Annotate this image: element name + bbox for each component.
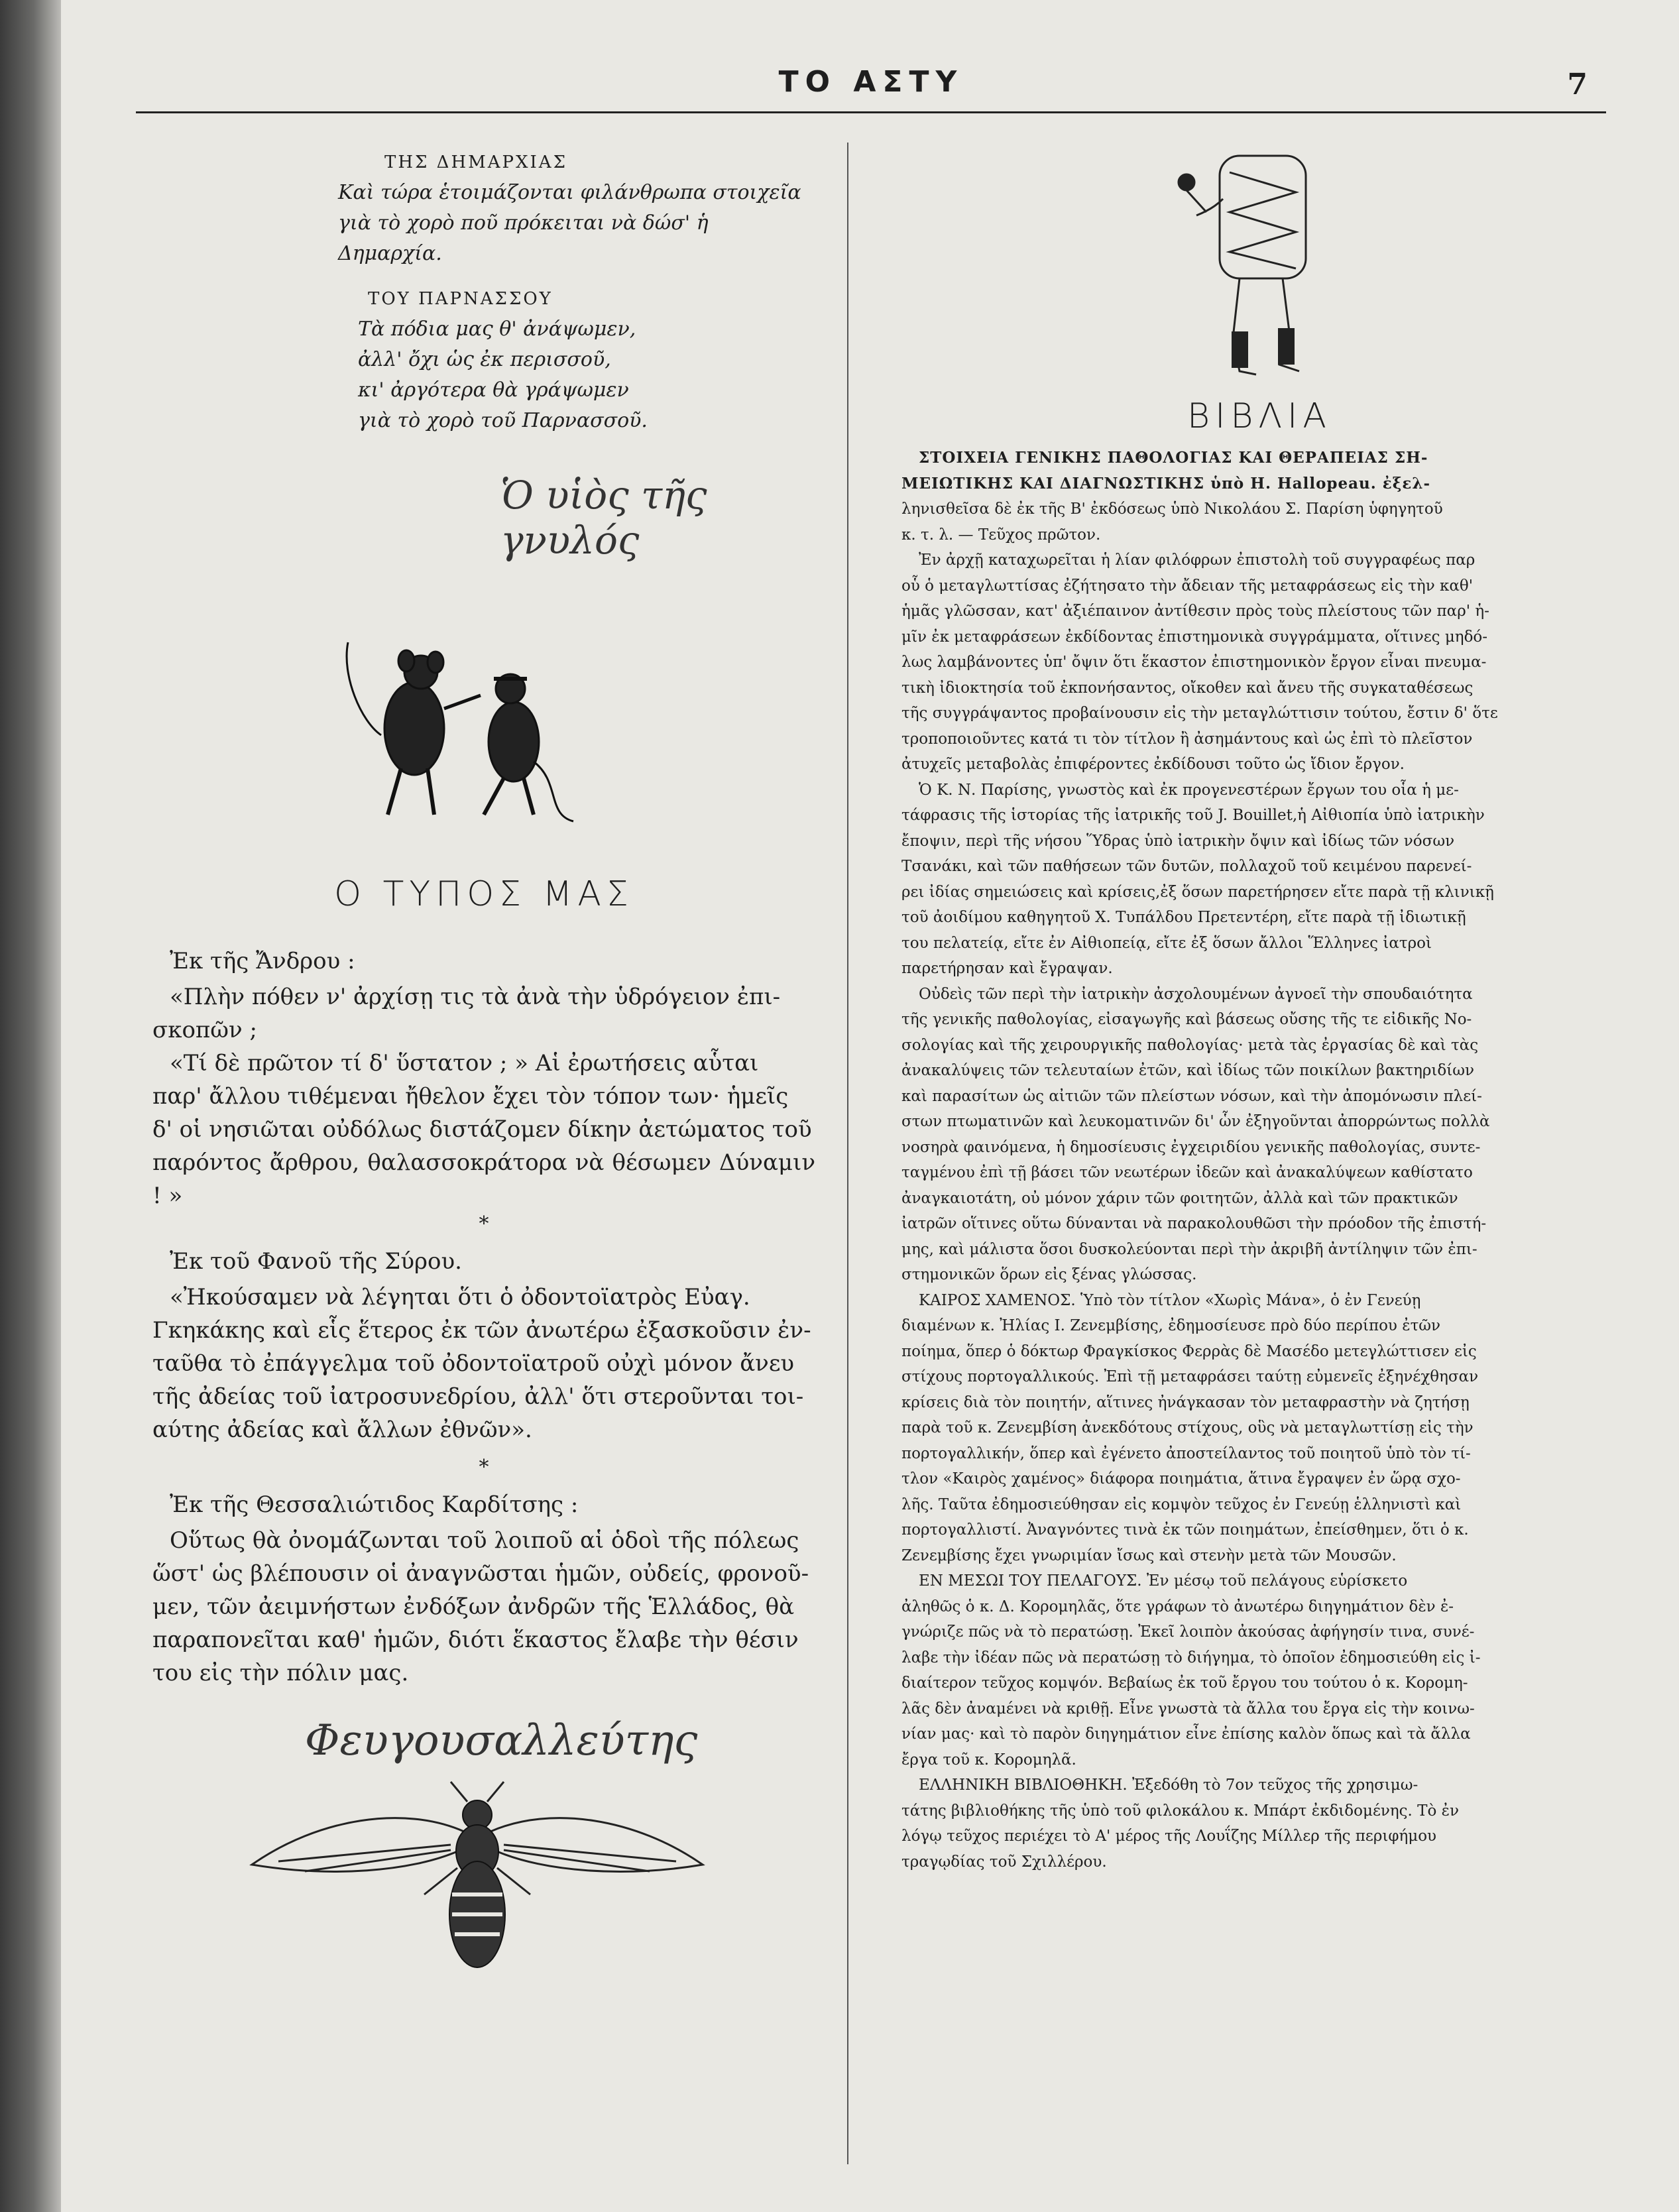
text-line: διαίτερον τεῦχος κομψόν. Βεβαίως ἐκ τοῦ ἔργου του τούτου ὁ κ. Κορομη- xyxy=(901,1674,1468,1692)
text-line: ὥστ' ὡς βλέπουσιν οἱ ἀναγνῶσται ἡμῶν, οὐδείς, φρονοῦ- xyxy=(152,1560,809,1587)
text-line: Οὕτως θὰ ὀνομάζωνται τοῦ λοιποῦ αἱ ὁδοὶ τῆς πόλεως xyxy=(170,1527,799,1554)
press-excerpt-fanos xyxy=(152,1245,815,1446)
text-line: τάτης βιβλιοθήκης τῆς ὑπὸ τοῦ φιλοκάλου κ. Μπάρτ ἐκδιδομένης. Τὸ ἐν xyxy=(901,1802,1459,1820)
verse-line: Τὰ πόδια μας θ' ἀνάψωμεν, xyxy=(358,318,636,341)
text-line: δ' οἱ νησιῶται οὐδόλως διστάζομεν δίκην ἀετώματος τοῦ xyxy=(152,1116,812,1143)
verse-line: Καὶ τώρα ἑτοιμάζονται φιλάνθρωπα στοιχεῖα xyxy=(338,181,801,204)
text-line: παραπονεῖται καθ' ἡμῶν, διότι ἕκαστος ἔλαβε τὴν θέσιν xyxy=(152,1627,799,1653)
text-line: του πελατείᾳ, εἴτε ἐν Αἰθιοπείᾳ, εἴτε ἐξ ὅσων ἄλλοι Ἕλληνες ἰατροὶ xyxy=(901,934,1432,952)
text-line: ἀναγκαιοτάτη, οὐ μόνον χάριν τῶν φοιτητῶν, ἀλλὰ καὶ τῶν πρακτικῶν xyxy=(901,1189,1458,1207)
text-line: αύτης ἀδείας καὶ ἄλλων ἐθνῶν». xyxy=(152,1417,532,1443)
text-line: Ζενεμβίσης ἔχει γνωριμίαν ἴσως καὶ στενὴν μετὰ τῶν Μουσῶν. xyxy=(901,1546,1397,1564)
text-line: στίχους πορτογαλλικούς. Ἐπὶ τῇ μεταφράσει ταύτῃ εὐμενεῖς ἐξηνέχθησαν xyxy=(901,1368,1479,1385)
text-line: ΕΝ ΜΕΣΩΙ ΤΟΥ ΠΕΛΑΓΟΥΣ. Ἐν μέσῳ τοῦ πελάγους εὑρίσκετο xyxy=(919,1572,1408,1590)
text-line: τλον «Καιρὸς χαμένος» διάφορα ποιημάτια, ἅτινα ἔγραψεν ἐν ὥρᾳ σχο- xyxy=(901,1470,1461,1487)
book-reviews xyxy=(901,445,1631,1875)
verse-title: ΤΗΣ ΔΗΜΑΡΧΙΑΣ xyxy=(384,152,567,172)
page-header xyxy=(136,61,1606,107)
text-line: πορτογαλλιστί. Ἀναγνόντες τινὰ ἐκ τῶν ποιημάτων, ἐπείσθημεν, ὅτι ὁ κ. xyxy=(901,1521,1469,1539)
separator-star: * xyxy=(479,1456,489,1479)
verse-line: ἀλλ' ὄχι ὡς ἐκ περισσοῦ, xyxy=(358,348,611,371)
text-line: λόγῳ τεῦχος περιέχει τὸ Α' μέρος τῆς Λουΐζης Μίλλερ τῆς περιφήμου xyxy=(901,1828,1437,1845)
text-line: τῆς γενικῆς παθολογίας, εἰσαγωγῆς καὶ βάσεως οὔσης τῆς τε εἰδικῆς Νο- xyxy=(901,1011,1472,1028)
text-line: λως λαμβάνοντες ὑπ' ὄψιν ὅτι ἕκαστον ἐπιστημονικὸν ἔργον εἶναι πνευμα- xyxy=(901,654,1487,671)
verse-dimarchia xyxy=(338,152,815,269)
text-line: κρίσεις διὰ τὸν ποιητήν, αἵτινες ἠνάγκασαν τὸν μεταφραστὴν νὰ ζητήσῃ xyxy=(901,1393,1470,1411)
text-line: τοῦ ἀοιδίμου καθηγητοῦ Χ. Τυπάλδου Πρετεντέρη, εἴτε παρὰ τῇ ἰδιωτικῇ xyxy=(901,909,1466,926)
section-title-vivlia: ΒΙΒΛΙΑ xyxy=(1187,396,1332,436)
excerpt-source: Ἐκ τοῦ Φανοῦ τῆς Σύρου. xyxy=(170,1248,462,1275)
text-line: «Πλὴν πόθεν ν' ἀρχίσῃ τις τὰ ἀνὰ τὴν ὑδρόγειον ἐπι- xyxy=(170,984,781,1010)
text-line: λῆς. Ταῦτα ἐδημοσιεύθησαν εἰς κομψὸν τεῦχος ἐν Γενεύῃ ἑλληνιστὶ καὶ xyxy=(901,1495,1462,1513)
text-line xyxy=(901,445,1631,471)
text-line: μῖν ἐκ μεταφράσεων ἐκδίδοντας ἐπιστημονικὰ συγγράμματα, οἵτινες μηδό- xyxy=(901,628,1488,646)
text-line: μεν, τῶν ἀειμνήστων ἐνδόξων ἀνδρῶν τῆς Ἑλλάδος, θὰ xyxy=(152,1594,795,1620)
text-line: τικὴ ἰδιοκτησία τοῦ ἐκπονήσαντος, οἴκοθεν καὶ ἄνευ τῆς συγκαταθέσεως xyxy=(901,679,1474,697)
text-line: τραγῳδίας τοῦ Σχιλλέρου. xyxy=(901,1853,1107,1871)
text-line: ἀτυχεῖς μεταβολὰς ἐπιφέροντες ἐκδίδουσι τοῦτο ὡς ἴδιον ἔργον. xyxy=(901,756,1405,773)
text-line: ΚΑΙΡΟΣ ΧΑΜΕΝΟΣ. Ὑπὸ τὸν τίτλον «Χωρὶς Μάνα», ὁ ἐν Γενεύῃ xyxy=(919,1291,1421,1309)
mice-dancing-illustration xyxy=(321,616,815,828)
text-line: λᾶς δὲν ἀναμένει νὰ κριθῇ. Εἶνε γνωστὰ τὰ ἄλλα του ἔργα εἰς τὴν κοινω- xyxy=(901,1700,1475,1717)
text-line: διαμένων κ. Ἠλίας Ι. Ζενεμβίσης, ἐδημοσίευσε πρὸ δύο περίπου ἐτῶν xyxy=(901,1317,1441,1334)
text-line: ρει ἰδίας σημειώσεις καὶ κρίσεις,ἐξ ὅσων παρετήρησεν εἴτε παρὰ τῇ κλινικῇ xyxy=(901,883,1494,901)
text-line: «Τί δὲ πρῶτον τί δ' ὕστατον ; » Αἱ ἐρωτήσεις αὗται xyxy=(170,1050,759,1077)
text-line: ἔποψιν, περὶ τῆς νήσου Ὕδρας ὑπὸ ἰατρικὴν ὄψιν καὶ ἰδίως τῶν νόσων xyxy=(901,832,1455,850)
bee-illustration xyxy=(239,1778,815,1977)
page-binding-edge xyxy=(0,0,61,2212)
text-line: ταῦθα τὸ ἐπάγγελμα τοῦ ὀδοντοϊατροῦ οὐχὶ μόνον ἄνευ xyxy=(152,1350,795,1377)
verse-line: γιὰ τὸ χορὸ τοῦ Παρνασσοῦ. xyxy=(358,409,648,432)
text-line: του εἰς τὴν πόλιν μας. xyxy=(152,1660,409,1686)
text-line: παρὰ τοῦ κ. Ζενεμβίση ἀνεκδότους στίχους, οὓς νὰ μεταγλωττίσῃ εἰς τὴν xyxy=(901,1419,1474,1436)
text-line: Τσανάκι, καὶ τῶν παθήσεων τῶν δυτῶν, πολλαχοῦ τοῦ κειμένου παρενεί- xyxy=(901,858,1472,875)
text-line: στων πτωματινῶν καὶ λευκοματινῶν δι' ὧν ἐξηγοῦνται ἀπορρώντως πολλὰ xyxy=(901,1113,1490,1130)
review-kairos-chamenos xyxy=(901,1288,1631,1569)
excerpt-source: Ἐκ τῆς Ἄνδρου : xyxy=(170,948,355,974)
press-excerpt-andros xyxy=(152,945,815,1212)
text-line: τῆς συγγράψαντος προβαίνουσιν εἰς τὴν μεταγλώττισιν τούτου, ἔστιν δ' ὅτε xyxy=(901,705,1498,722)
text-line: στημονικῶν ὅρων εἰς ξένας γλώσσας. xyxy=(901,1266,1197,1283)
text-line: Ὁ Κ. Ν. Παρίσης, γνωστὸς καὶ ἐκ προγενεστέρων ἔργων του οἷα ἡ με- xyxy=(919,781,1459,799)
excerpt-source: Ἐκ τῆς Θεσσαλιώτιδος Καρδίτσης : xyxy=(170,1491,579,1518)
drum-figure-illustration xyxy=(1167,146,1631,391)
verse-line: γιὰ τὸ χορὸ ποῦ πρόκειται νὰ δώσ' ἡ Δημαρχία. xyxy=(338,211,709,265)
right-column xyxy=(901,146,1631,1875)
review-paragraph-3 xyxy=(901,982,1631,1288)
page-number: 7 xyxy=(1567,68,1588,101)
column-divider xyxy=(847,143,848,2164)
text-line: ἰατρῶν οἵτινες οὕτω δύνανται νὰ παρακολουθῶσι τὴν πρόοδον τῆς ἐπιστή- xyxy=(901,1215,1487,1232)
text-line: παρ' ἄλλου τιθέμεναι ἤθελον ἔχει τὸν τόπον των· ἡμεῖς xyxy=(152,1083,789,1110)
review-paragraph-2 xyxy=(901,778,1631,982)
handwritten-signature-1: Ὁ υἱὸς τῆς γνυλός xyxy=(500,473,707,563)
text-line: τάφρασις τῆς ἱστορίας τῆς ἰατρικῆς τοῦ J. Bouillet,ἡ Αἰθιοπία ὑπὸ ἰατρικὴν xyxy=(901,807,1485,824)
review-heading: ΜΕΙΩΤΙΚΗΣ ΚΑΙ ΔΙΑΓΝΩΣΤΙΚΗΣ ὑπὸ Η. Hallopeau. ἐξελ- xyxy=(901,474,1431,493)
text-line: Γκηκάκης καὶ εἷς ἕτερος ἐκ τῶν ἀνωτέρω ἐξασκοῦσιν ἐν- xyxy=(152,1317,811,1344)
verse-title: ΤΟΥ ΠΑΡΝΑΣΣΟΥ xyxy=(368,289,553,309)
text-line: Ἐν ἀρχῇ καταχωρεῖται ἡ λίαν φιλόφρων ἐπιστολὴ τοῦ συγγραφέως παρ xyxy=(919,552,1476,569)
text-line: ἀληθῶς ὁ κ. Δ. Κορομηλᾶς, ὅτε γράφων τὸ ἀνωτέρω διηγημάτιον δὲν ἐ- xyxy=(901,1598,1454,1615)
text-line: ΕΛΛΗΝΙΚΗ ΒΙΒΛΙΟΘΗΚΗ. Ἐξεδόθη τὸ 7ον τεῦχος τῆς χρησιμω- xyxy=(919,1776,1418,1794)
verse-parnassos xyxy=(358,289,815,436)
text-line: ταγμένου ἐπὶ τῇ βάσει τῶν νεωτέρων ἰδεῶν καὶ ἀνακαλύψεων καθίστατο xyxy=(901,1164,1473,1181)
left-column xyxy=(152,152,815,1977)
review-elliniki-vivliothiki xyxy=(901,1773,1631,1875)
text-line xyxy=(901,471,1631,497)
text-line: ποίημα, ὅπερ ὁ δόκτωρ Φραγκίσκος Φερρὰς δὲ Μασέδο μετεγλώττισεν εἰς xyxy=(901,1342,1477,1360)
text-line: τροποποιοῦντες κατά τι τὸν τίτλον ἢ ἀσημάντους καὶ ὡς ἐπὶ τὸ πλεῖστον xyxy=(901,730,1473,748)
text-line: λαβε τὴν ἰδέαν πῶς νὰ περατώσῃ τὸ διήγημα, τὸ ὁποῖον ἐδημοσιεύθη εἰς ἰ- xyxy=(901,1649,1481,1666)
review-heading: ΣΤΟΙΧΕΙΑ ΓΕΝΙΚΗΣ ΠΑΘΟΛΟΓΙΑΣ ΚΑΙ ΘΕΡΑΠΕΙΑΣ ΣΗ- xyxy=(919,449,1428,467)
text-line: ληνισθεῖσα δὲ ἐκ τῆς Β' ἐκδόσεως ὑπὸ Νικολάου Σ. Παρίση ὑφηγητοῦ xyxy=(901,500,1443,518)
text-line: «Ἠκούσαμεν νὰ λέγηται ὅτι ὁ ὀδοντοϊατρὸς Εὐαγ. xyxy=(170,1284,750,1310)
review-stoicheia xyxy=(901,445,1631,548)
text-line: σολογίας καὶ τῆς χειρουργικῆς παθολογίας· μετὰ τὰς ἐργασίας δὲ καὶ τὰς xyxy=(901,1036,1479,1054)
review-en-mesoi-tou-pelagous xyxy=(901,1568,1631,1773)
text-line: ἔργα τοῦ κ. Κορομηλᾶ. xyxy=(901,1751,1076,1769)
text-line: ἀνακαλύψεις τῶν τελευταίων ἐτῶν, καὶ ἰδίως τῶν ποικίλων βακτηριδίων xyxy=(901,1062,1474,1079)
text-line: γνώριζε πῶς νὰ τὸ περατώσῃ. Ἐκεῖ λοιπὸν ἀκούσας ἀφήγησίν τινα, συνέ- xyxy=(901,1623,1475,1641)
header-rule xyxy=(136,111,1606,113)
text-line: καὶ παρασίτων ὡς αἰτιῶν τῶν πλείστων νόσων, καὶ τὴν ἀπομόνωσιν πλεί- xyxy=(901,1087,1482,1105)
text-line: οὗ ὁ μεταγλωττίσας ἐζήτησατο τὴν ἄδειαν τῆς μεταφράσεως εἰς τὴν καθ' xyxy=(901,577,1474,595)
text-line: παρετήρησαν καὶ ἔγραψαν. xyxy=(901,960,1113,977)
text-line: νοσηρὰ φαινόμενα, ἡ δημοσίευσις ἐγχειριδίου γενικῆς παθολογίας, συντε- xyxy=(901,1138,1481,1156)
handwritten-signature-2: Φευγουσαλλεύτης xyxy=(305,1716,698,1765)
text-line: ἡμᾶς γλῶσσαν, κατ' ἀξιέπαινον ἀντίθεσιν πρὸς τοὺς πλείστους τῶν παρ' ἡ- xyxy=(901,603,1489,620)
text-line: νίαν μας· καὶ τὸ παρὸν διηγημάτιον εἶνε ἐπίσης καλὸν ὅπως καὶ τὰ ἄλλα xyxy=(901,1725,1471,1743)
text-line: πορτογαλλικήν, ὅπερ καὶ ἐγένετο ἀποστείλαντος τοῦ ποιητοῦ ὑπὸ τὸν τί- xyxy=(901,1444,1471,1462)
text-line: σκοπῶν ; xyxy=(152,1017,257,1043)
text-line: Οὐδεὶς τῶν περὶ τὴν ἰατρικὴν ἀσχολουμένων ἀγνοεῖ τὴν σπουδαιότητα xyxy=(919,985,1473,1003)
review-paragraph-1 xyxy=(901,548,1631,778)
press-excerpt-thessaliotis xyxy=(152,1488,815,1690)
verse-lines xyxy=(358,314,815,436)
text-line: παρόντος ἄρθρου, θαλασσοκράτορα νὰ θέσωμεν Δύναμιν ! » xyxy=(152,1149,815,1209)
text-line: κ. τ. λ. — Τεῦχος πρῶτον. xyxy=(901,526,1101,544)
newspaper-title: ΤΟ ΑΣΤΥ xyxy=(778,65,964,99)
text-line: τῆς ἀδείας τοῦ ἰατροσυνεδρίου, ἀλλ' ὅτι στεροῦνται τοι- xyxy=(152,1383,804,1410)
separator-star: * xyxy=(479,1212,489,1236)
verse-lines xyxy=(338,178,815,269)
section-title-o-typos-mas: Ο ΤΥΠΟΣ ΜΑΣ xyxy=(334,874,634,914)
verse-line: κι' ἀργότερα θὰ γράψωμεν xyxy=(358,378,629,402)
text-line: μης, καὶ μάλιστα ὅσοι δυσκολεύονται περὶ τὴν ἀκριβῆ ἀντίληψιν τῶν ἐπι- xyxy=(901,1240,1477,1258)
